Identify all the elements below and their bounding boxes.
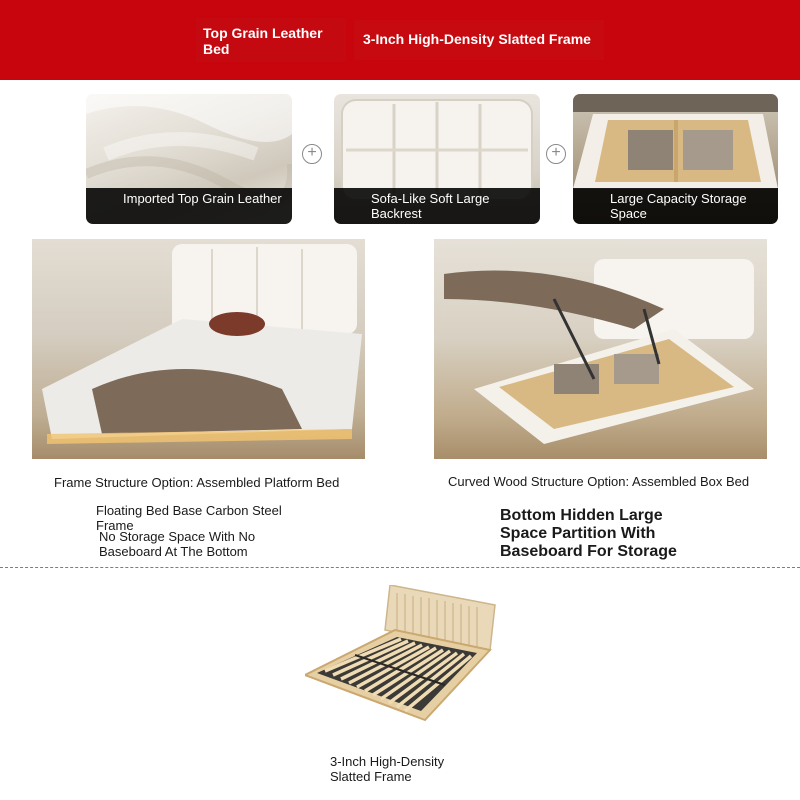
plus-icon: + — [546, 144, 566, 164]
feature-backrest-tile — [334, 94, 540, 224]
plus-icon: + — [302, 144, 322, 164]
box-bed-image — [434, 239, 767, 459]
feature-storage-tile — [573, 94, 778, 224]
banner-title-leather-bed: Top Grain Leather Bed — [196, 18, 346, 62]
feature-storage-caption: Large Capacity Storage Space — [573, 188, 778, 224]
platform-bed-photo — [32, 239, 365, 459]
slatted-frame-photo — [305, 585, 500, 725]
platform-option-title: Frame Structure Option: Assembled Platform Bed — [54, 475, 340, 490]
platform-detail-frame: Floating Bed Base Carbon Steel Frame — [96, 503, 282, 533]
banner-title-slatted-frame: 3-Inch High-Density Slatted Frame — [354, 20, 604, 60]
slatted-frame-image — [305, 585, 500, 725]
slatted-frame-caption: 3-Inch High-Density Slatted Frame — [330, 754, 445, 784]
platform-bed-image — [32, 239, 365, 459]
box-detail-storage: Bottom Hidden Large Space Partition With Baseboard For Storage — [500, 507, 677, 560]
feature-leather-tile — [86, 94, 292, 224]
box-option-title: Curved Wood Structure Option: Assembled Box Bed — [448, 474, 750, 489]
platform-detail-storage: No Storage Space With No Baseboard At The Bottom — [99, 529, 256, 559]
section-divider — [0, 567, 800, 568]
top-banner — [0, 0, 800, 80]
feature-leather-caption: Imported Top Grain Leather — [86, 188, 292, 224]
box-bed-photo — [434, 239, 767, 459]
feature-backrest-caption: Sofa-Like Soft Large Backrest — [334, 188, 540, 224]
